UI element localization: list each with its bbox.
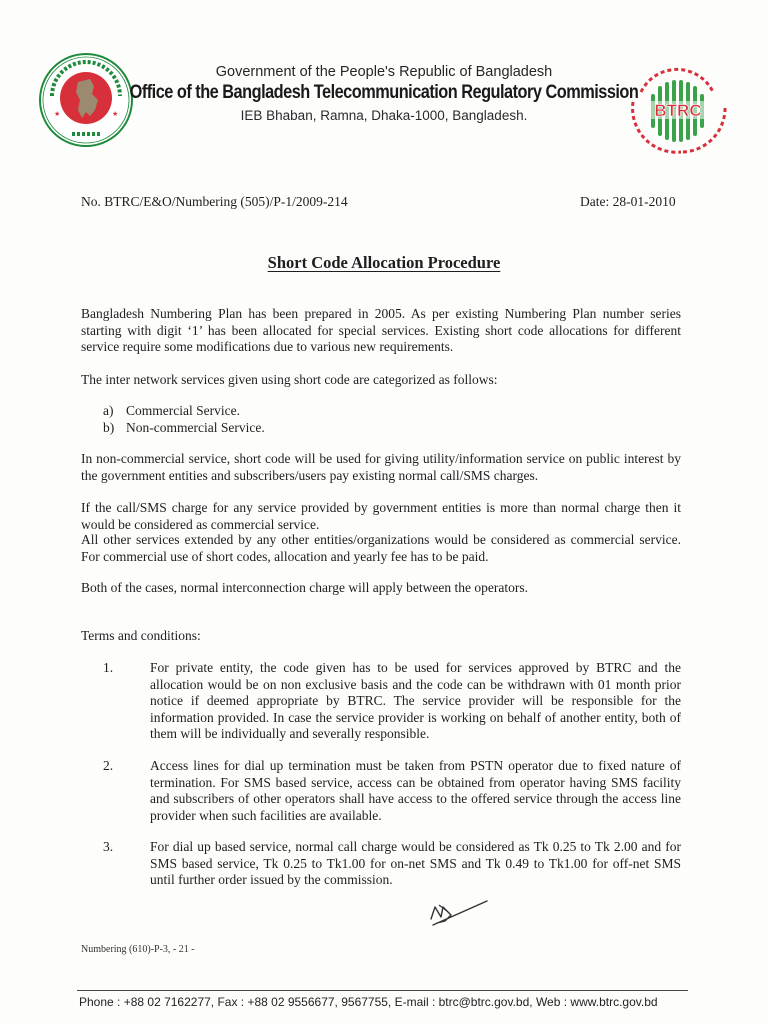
footer-contact-info: Phone : +88 02 7162277, Fax : +88 02 9556677, 9567755, E-mail : btrc@btrc.gov.bd, Web : www.btrc.gov.bd xyxy=(79,995,658,1009)
term-number: 2. xyxy=(103,758,114,773)
svg-text:★: ★ xyxy=(112,110,119,118)
term-text: For dial up based service, normal call charge would be considered as Tk 0.25 to Tk 2.00 and for SMS based service, Tk 0.25 to Tk1.00 for on-net SMS and Tk 0.49 to Tk1.00 for off-net SMS until further order issued by the commission. xyxy=(150,839,681,887)
category-list xyxy=(103,403,265,436)
btrc-logo-icon xyxy=(621,62,733,154)
reference-date: Date: 28-01-2010 xyxy=(580,194,676,209)
category-item xyxy=(103,420,265,437)
term-number: 1. xyxy=(103,660,114,675)
term-text: Access lines for dial up termination must be taken from PSTN operator due to fixed nature of termination. For SMS based service, access can be obtained from operator having SMS facility and subscribers of other operators shall have access to the offered service through the access line provider when such facilities are available. xyxy=(150,758,681,823)
term-text: For private entity, the code given has to be used for services approved by BTRC and the allocation would be on non exclusive basis and the code can be withdrawn with 01 month prior notice if deemed appropriate by BTRC. The service provider will be responsible for the information provided. In case the service provider is working on behalf of another entity, both of them will be individually and severally responsible. xyxy=(150,660,681,741)
category-item xyxy=(103,403,265,420)
category-label: Non-commercial Service. xyxy=(126,419,265,435)
category-label: Commercial Service. xyxy=(126,403,240,418)
non-commercial-paragraph: In non-commercial service, short code will be used for giving utility/information service on public interest by the government entities and subscribers/users pay existing normal call/SMS charges. xyxy=(81,451,681,483)
commercial-paragraph-1: If the call/SMS charge for any service provided by government entities is more than normal charge then it would be considered as commercial service. xyxy=(81,500,681,532)
commercial-paragraph-2: All other services extended by any other entities/organizations would be considered as commercial service. For commercial use of short codes, allocation and yearly fee has to be paid. xyxy=(81,532,681,564)
letterhead-government-line: Government of the People's Republic of Bangladesh xyxy=(215,64,553,80)
term-number: 3. xyxy=(103,839,114,854)
document-title xyxy=(0,253,768,273)
category-marker: a) xyxy=(103,403,114,418)
reference-number: No. BTRC/E&O/Numbering (505)/P-1/2009-214 xyxy=(81,194,348,209)
svg-text:★: ★ xyxy=(54,110,61,118)
categorized-paragraph: The inter network services given using short code are categorized as follows: xyxy=(81,372,498,387)
interconnection-paragraph: Both of the cases, normal interconnection charge will apply between the operators. xyxy=(81,580,528,595)
terms-heading: Terms and conditions: xyxy=(81,628,201,643)
category-marker: b) xyxy=(103,419,115,435)
footer-divider xyxy=(77,990,688,991)
svg-text:BTRC: BTRC xyxy=(654,101,702,120)
document-title-text: Short Code Allocation Procedure xyxy=(267,253,501,272)
letterhead-address: IEB Bhaban, Ramna, Dhaka-1000, Bangladesh. xyxy=(240,108,528,123)
document-code: Numbering (610)-P-3, - 21 - xyxy=(81,944,195,955)
intro-paragraph: Bangladesh Numbering Plan has been prepared in 2005. As per existing Numbering Plan number series starting with digit ‘1’ has been allocated for special services. Existing short code allocations for different service require some modifications due to various new requirements. xyxy=(81,306,681,354)
handwritten-signature-icon xyxy=(425,893,495,927)
letterhead-office-name: Office of the Bangladesh Telecommunication Regulatory Commission xyxy=(129,82,639,103)
